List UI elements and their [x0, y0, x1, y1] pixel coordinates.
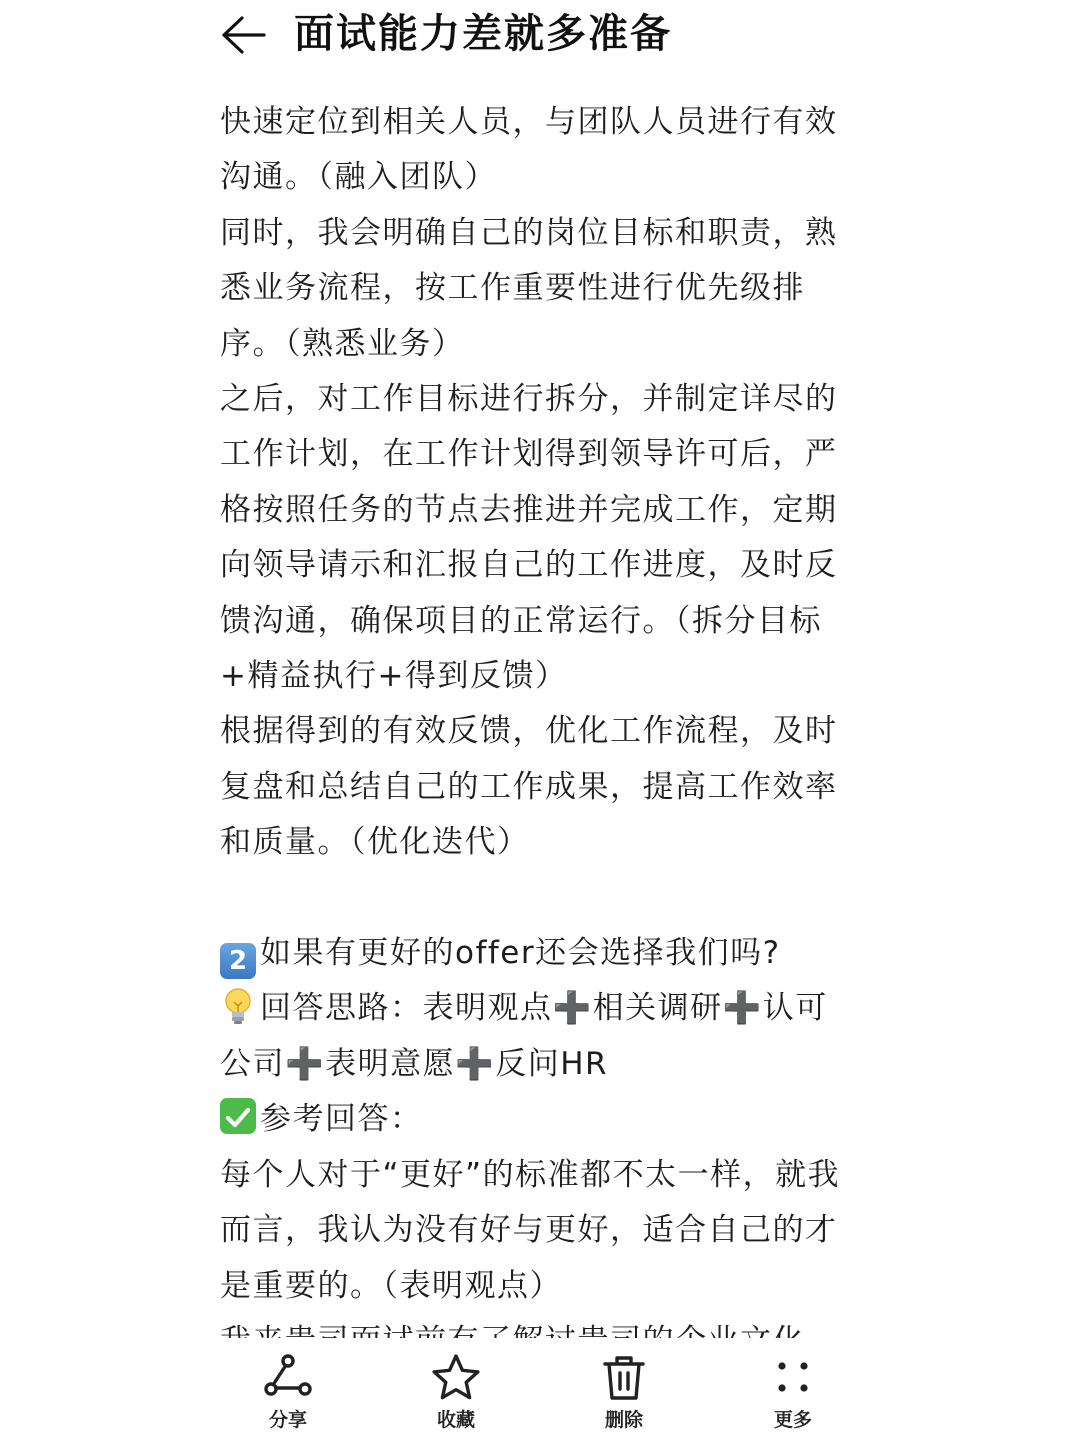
text-line: +精益执行+得到反馈） — [220, 658, 568, 695]
keycap-2-icon: 2 — [220, 943, 256, 979]
share-icon — [262, 1352, 314, 1404]
text-line: 复盘和总结自己的工作成果，提高工作效率 — [220, 768, 838, 805]
reference-line — [220, 1092, 850, 1147]
more-button[interactable] — [748, 1352, 838, 1436]
text-line: 工作计划，在工作计划得到领导许可后，严 — [220, 436, 838, 473]
delete-label: 删除 — [604, 1409, 643, 1431]
text-line: 是重要的。（表明观点） — [220, 1267, 562, 1304]
more-label: 更多 — [773, 1409, 812, 1431]
text-line: 根据得到的有效反馈，优化工作流程，及时 — [220, 713, 838, 750]
delete-button[interactable] — [579, 1352, 669, 1436]
page-title: 面试能力差就多准备 — [294, 11, 672, 57]
text-line: 之后，对工作目标进行拆分，并制定详尽的 — [220, 381, 838, 418]
arrow-left-icon — [220, 15, 266, 55]
question-line — [220, 926, 850, 981]
more-dots-icon — [767, 1352, 819, 1404]
text-line: 沟通。（融入团队） — [220, 159, 497, 196]
text-line: 而言，我认为没有好与更好，适合自己的才 — [220, 1212, 838, 1249]
header — [0, 0, 1080, 72]
back-button[interactable] — [214, 10, 272, 60]
text-line: 和质量。（优化迭代） — [220, 824, 530, 861]
tip-text: 回答思路：表明观点➕相关调研➕认可 — [260, 990, 828, 1027]
share-button[interactable] — [243, 1352, 333, 1436]
tip-line — [220, 981, 850, 1036]
favorite-button[interactable] — [411, 1352, 501, 1436]
trash-icon — [598, 1352, 650, 1404]
text-line: 序。（熟悉业务） — [220, 325, 465, 362]
star-icon — [430, 1352, 482, 1404]
share-label: 分享 — [268, 1409, 307, 1431]
text-line: 同时，我会明确自己的岗位目标和职责，熟 — [220, 214, 838, 251]
text-line: 每个人对于“更好”的标准都不太一样，就我 — [220, 1156, 841, 1193]
favorite-label: 收藏 — [436, 1409, 475, 1431]
text-line: 格按照任务的节点去推进并完成工作，定期 — [220, 491, 838, 528]
text-line: 公司➕表明意愿➕反问HR — [220, 1045, 609, 1082]
blank-line — [220, 871, 850, 926]
reference-label: 参考回答： — [260, 1101, 423, 1138]
note-content — [220, 95, 850, 1333]
text-line: 馈沟通，确保项目的正常运行。（拆分目标 — [220, 602, 822, 639]
bottom-action-bar — [0, 1338, 1080, 1440]
text-line: 快速定位到相关人员，与团队人员进行有效 — [220, 104, 838, 140]
lightbulb-icon — [220, 986, 256, 1026]
text-line: 向领导请示和汇报自己的工作进度，及时反 — [220, 547, 838, 584]
text-line: 悉业务流程，按工作重要性进行优先级排 — [220, 270, 805, 307]
question-text: 如果有更好的offer还会选择我们吗? — [260, 935, 781, 972]
check-mark-button-icon — [220, 1098, 256, 1134]
